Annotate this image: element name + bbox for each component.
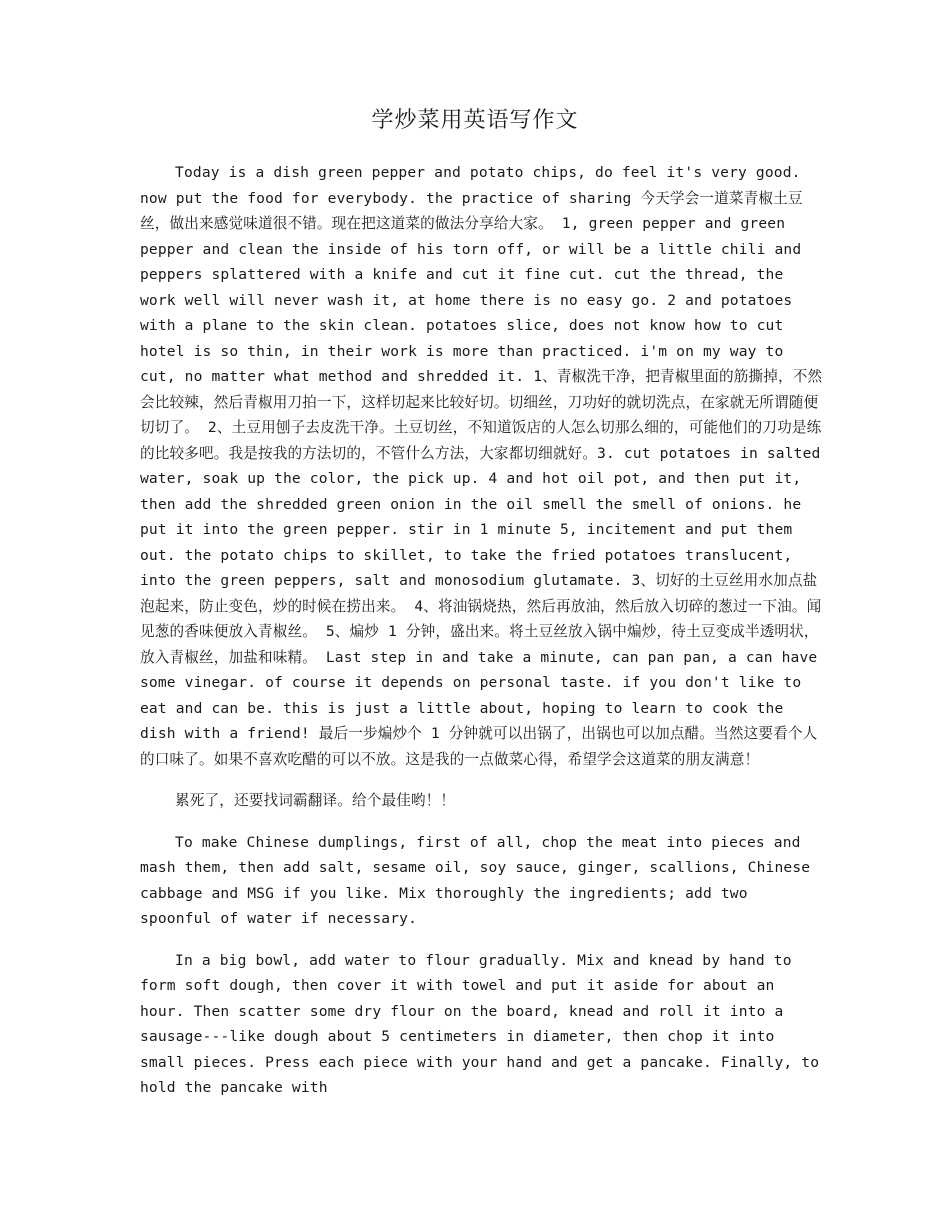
paragraph-remark: 累死了，还要找词霸翻译。给个最佳哟！！ [175, 792, 456, 809]
document-body [140, 160, 825, 1117]
document-title: 学炒菜用英语写作文 [371, 108, 579, 133]
paragraph-dumpling-dough: In a big bowl, add water to flour gradually. Mix and knead by hand to form soft dough, then cover it with towel and put it aside for about an hour. Then scatter some dry flour on the board, knead and roll it into a sausage---like dough about 5 centimeters in diameter, then chop it into small pieces. Press each piece with your hand and get a pancake. Finally, to hold the pancake with [140, 951, 820, 1096]
paragraph-dumpling-filling: To make Chinese dumplings, first of all, chop the meat into pieces and mash them, then add salt, sesame oil, soy sauce, ginger, scallions, Chinese cabbage and MSG if you like. Mix thoroughly the ingredients; add two spoonful of water if necessary. [140, 833, 811, 927]
paragraph-recipe-green-pepper-potato: Today is a dish green pepper and potato chips, do feel it's very good. now put the food for everybody. the practice of sharing 今天学会一道菜青椒土豆丝，做出来感觉味道很不错。现在把这道菜的做法分享给大家。 1, green pepper and green pepper and clean the inside of his torn off, or will be a little chili and peppers splattered with a knife and cut it fine cut. cut the thread, the work well will never wash it, at home there is no easy go. 2 and potatoes with a plane to the skin clean. potatoes slice, does not know how to cut hotel is so thin, in their work is more than practiced. i'm on my way to cut, no matter what method and shredded it. 1、青椒洗干净，把青椒里面的筋撕掉，不然会比较辣，然后青椒用刀拍一下，这样切起来比较好切。切细丝，刀功好的就切洗点，在家就无所谓随便切切了。 2、土豆用刨子去皮洗干净。土豆切丝，不知道饭店的人怎么切那么细的，可能他们的刀功是练的比较多吧。我是按我的方法切的，不管什么方法，大家都切细就好。3. cut potatoes in salted water, soak up the color, the pick up. 4 and hot oil pot, and then put it, then add the shredded green onion in the oil smell the smell of onions. he put it into the green pepper. stir in 1 minute 5, incitement and put them out. the potato chips to skillet, to take the fried potatoes translucent, into the green peppers, salt and monosodium glutamate. 3、切好的土豆丝用水加点盐泡起来，防止变色，炒的时候在捞出来。 4、将油锅烧热，然后再放油，然后放入切碎的葱过一下油。闻见葱的香味便放入青椒丝。 5、煸炒 1 分钟，盛出来。将土豆丝放入锅中煸炒，待土豆变成半透明状，放入青椒丝，加盐和味精。 Last step in and take a minute, can pan pan, a can have some vinegar. of course it depends on personal taste. if you don't like to eat and can be. this is just a little about, hoping to learn to cook the dish with a friend! 最后一步煸炒个 1 分钟就可以出锅了，出锅也可以加点醋。当然这要看个人的口味了。如果不喜欢吃醋的可以不放。这是我的一点做菜心得，希望学会这道菜的朋友满意！ [140, 164, 823, 768]
